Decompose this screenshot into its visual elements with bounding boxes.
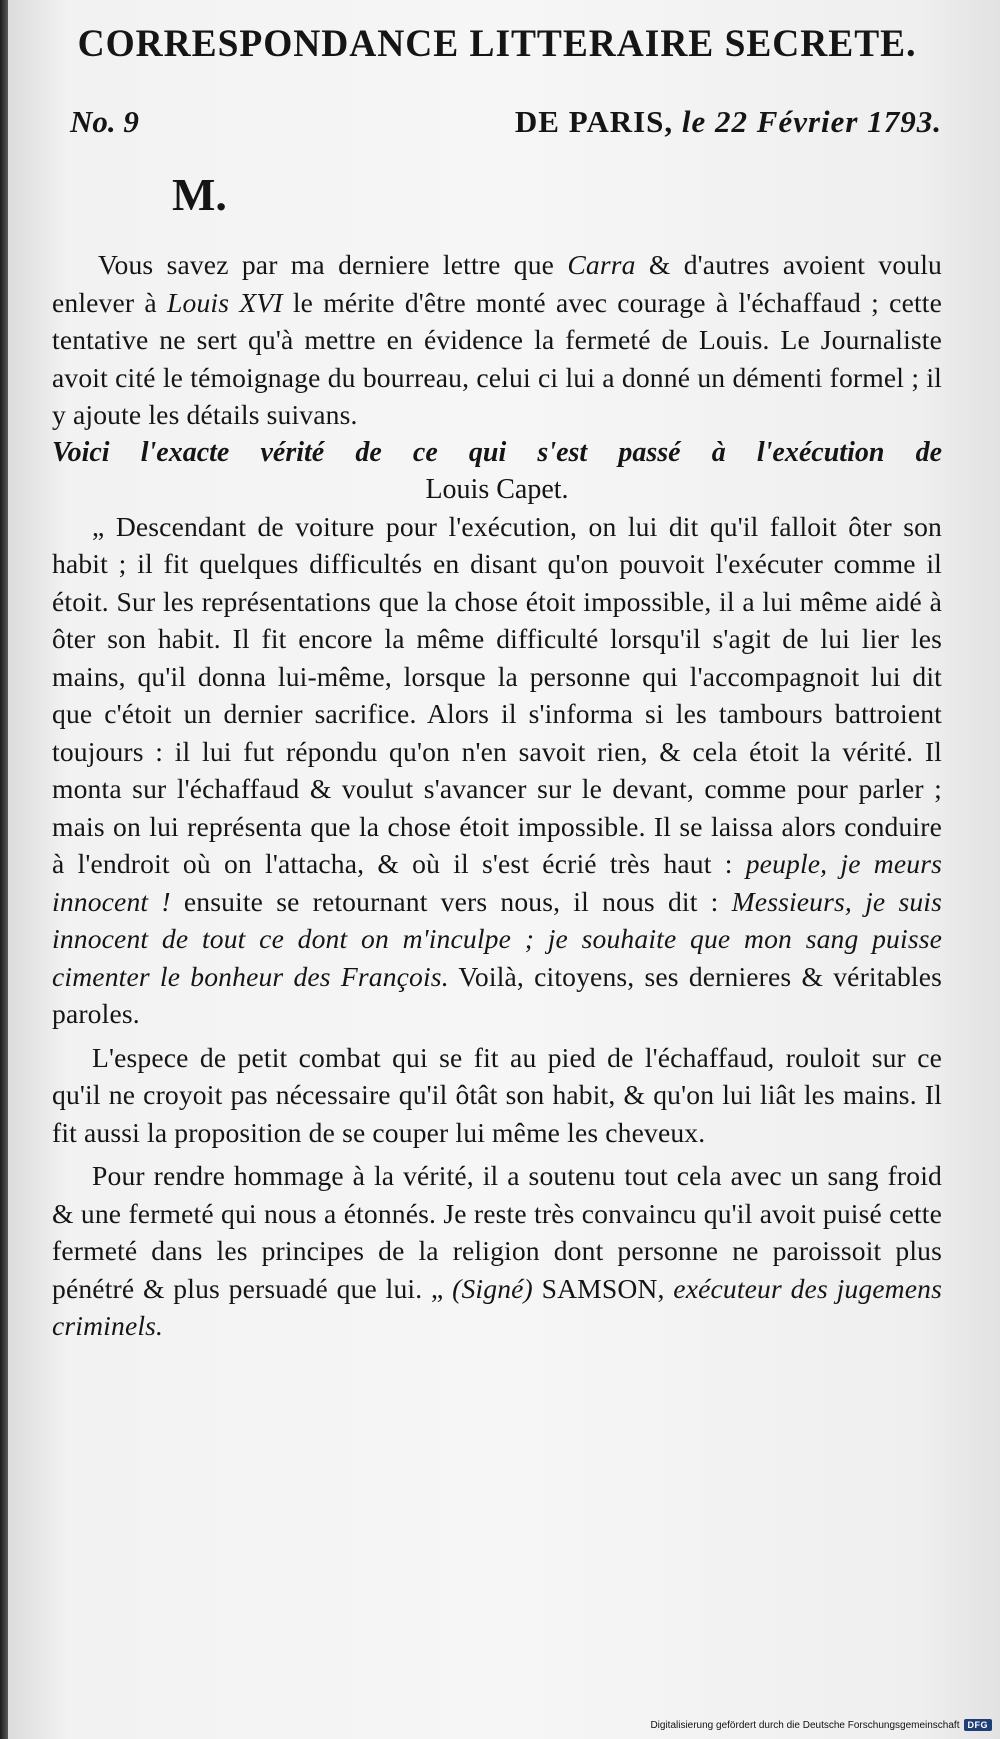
p2-quote-1: peuple, je meurs innocent ! xyxy=(52,848,942,917)
dfg-logo: DFG xyxy=(964,1719,993,1731)
p1-text-1: Vous savez par ma derniere lettre que xyxy=(98,249,568,280)
journal-title: CORRESPONDANCE LITTERAIRE SECRETE. xyxy=(77,22,917,65)
p1-text-2: & d'autres avoient voulu enlever à xyxy=(52,249,942,318)
paragraph-2 xyxy=(52,508,942,1033)
p1-name-louis: Louis XVI xyxy=(167,286,283,318)
paragraph-1 xyxy=(52,246,942,434)
p1-text-3: le mérite d'être monté avec courage à l'échaffaud ; cette tentative ne sert qu'à mettre en évidence la fermeté de Louis. Le Journaliste avoit cité le témoignage du bourreau, celui ci lui a donné un démenti formel ; il y ajoute les détails suivans. xyxy=(52,286,942,430)
place-date xyxy=(515,100,942,144)
p2-quote-2: Messieurs, je suis innocent de tout ce dont on m'inculpe ; je souhaite que mon sang puisse cimenter le bonheur des François. xyxy=(52,885,942,992)
letter-date: le 22 Février 1793. xyxy=(681,104,942,139)
p4-title: exécuteur des jugemens criminels. xyxy=(52,1272,942,1341)
p2-text-2: ensuite se retournant vers nous, il nous dit : xyxy=(170,885,732,917)
digitization-credit xyxy=(650,1719,992,1731)
paragraph-4 xyxy=(52,1157,942,1345)
salutation: M. xyxy=(172,169,227,220)
place: DE PARIS, xyxy=(514,104,674,139)
p1-name-carra: Carra xyxy=(567,249,636,280)
section-heading: Voici l'exacte vérité de ce qui s'est passé à l'exécution de xyxy=(52,436,942,468)
issue-number: No. 9 xyxy=(70,104,139,139)
credit-text: Digitalisierung gefördert durch die Deutsche Forschungsgemeinschaft xyxy=(650,1719,960,1731)
dateline xyxy=(52,100,942,144)
p4-text-1: Pour rendre hommage à la vérité, il a soutenu tout cela avec un sang froid & une fermeté qui nous a étonnés. Je reste très convaincu qu'il avoit puisé cette fermeté dans les principes de la religion dont personne ne paroissoit plus pénétré & plus persuadé que lui. „ xyxy=(52,1160,942,1304)
scan-left-edge xyxy=(0,0,8,1739)
p2-text-1: „ Descendant de voiture pour l'exécution, on lui dit qu'il falloit ôter son habit ; il fit quelques difficultés en disant qu'on pouvoit l'exécuter comme il étoit. Sur les représentations que la chose étoit impossible, il a lui même aidé à ôter son habit. Il fit encore la même difficulté lorsqu'il s'agit de lui lier les mains, qu'il donna lui-même, lorsque la personne qui l'accompagnoit lui dit que c'étoit un dernier sacrifice. Alors il s'informa si les tambours battroient toujours : il lui fut répondu qu'on n'en savoit rien, & cela étoit la vérité. Il monta sur l'échaffaud & voulut s'avancer sur le devant, comme pour parler ; mais on lui représenta que la chose étoit impossible. Il se laissa alors conduire à l'endroit où on l'attacha, & où il s'est écrié très haut : xyxy=(52,510,942,879)
p4-signature: SAMSON, xyxy=(532,1272,674,1304)
p2-text-3: Voilà, citoyens, ses dernieres & véritables paroles. xyxy=(52,960,942,1029)
section-heading-name: Louis Capet. xyxy=(425,473,569,505)
scanned-page xyxy=(8,0,1000,1739)
p4-signed: (Signé) xyxy=(452,1272,533,1304)
document-page xyxy=(52,18,942,1345)
paragraph-3: L'espece de petit combat qui se fit au pied de l'échaffaud, rouloit sur ce qu'il ne croyoit pas nécessaire qu'il ôtât son habit, & qu'on lui liât les mains. Il fit aussi la proposition de se couper lui même les cheveux. xyxy=(52,1041,942,1148)
